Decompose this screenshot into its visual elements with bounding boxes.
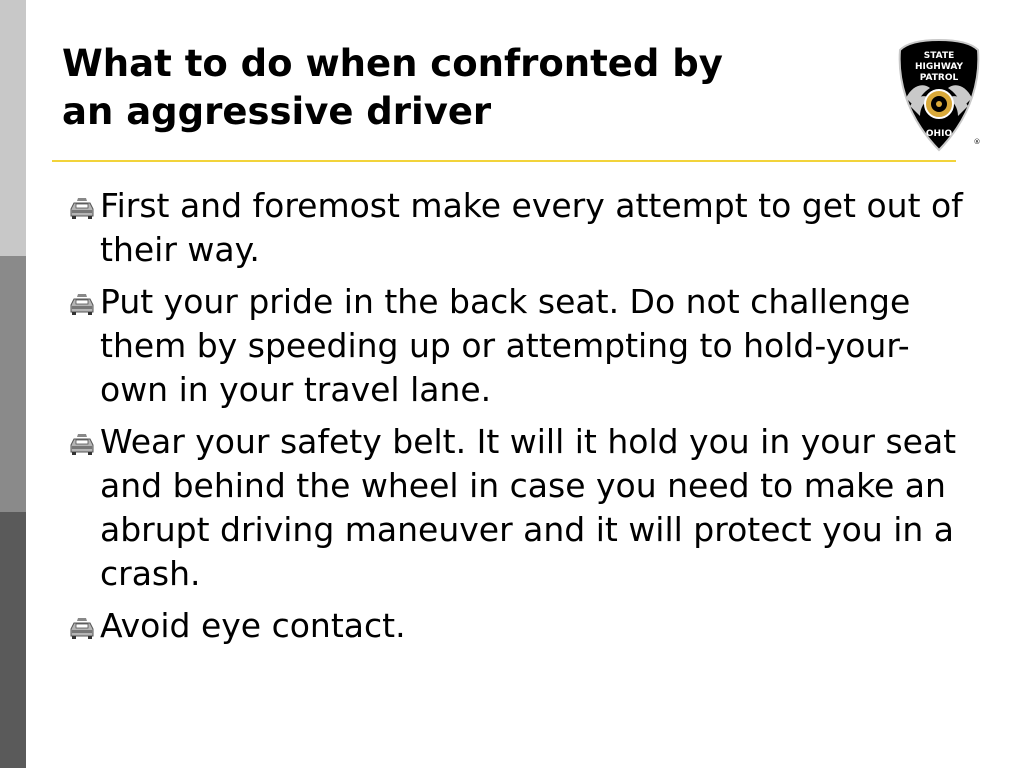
bullet-text: Put your pride in the back seat. Do not challenge them by speeding up or attempting to hold-your-own in your travel lane.	[100, 282, 911, 409]
logo-text-state: STATE	[923, 51, 955, 61]
car-icon	[68, 431, 96, 457]
list-item	[68, 280, 968, 412]
strip-segment-dark	[0, 512, 26, 768]
list-item	[68, 420, 968, 596]
logo-registered-mark: ®	[973, 138, 981, 146]
logo-text-ohio: OHIO	[925, 129, 953, 139]
strip-segment-mid	[0, 256, 26, 512]
title-line-2: an aggressive driver	[62, 90, 492, 133]
car-icon	[68, 615, 96, 641]
logo-text-highway: HIGHWAY	[915, 62, 963, 72]
car-icon	[68, 195, 96, 221]
bullet-text: First and foremost make every attempt to get out of their way.	[100, 186, 963, 269]
patrol-badge-icon	[894, 36, 984, 156]
bullet-text: Wear your safety belt. It will it hold you in your seat and behind the wheel in case you need to make an abrupt driving maneuver and it will protect you in a crash.	[100, 422, 957, 593]
logo-text-patrol: PATROL	[919, 73, 959, 83]
car-icon	[68, 291, 96, 317]
slide-title	[62, 40, 862, 136]
bullet-text: Avoid eye contact.	[100, 606, 406, 645]
strip-segment-light	[0, 0, 26, 256]
list-item	[68, 604, 968, 648]
list-item	[68, 184, 968, 272]
title-divider	[52, 160, 956, 162]
bullet-list	[68, 184, 968, 656]
side-gradient-strip	[0, 0, 26, 768]
state-highway-patrol-logo	[894, 36, 984, 156]
title-line-1: What to do when confronted by	[62, 42, 723, 85]
